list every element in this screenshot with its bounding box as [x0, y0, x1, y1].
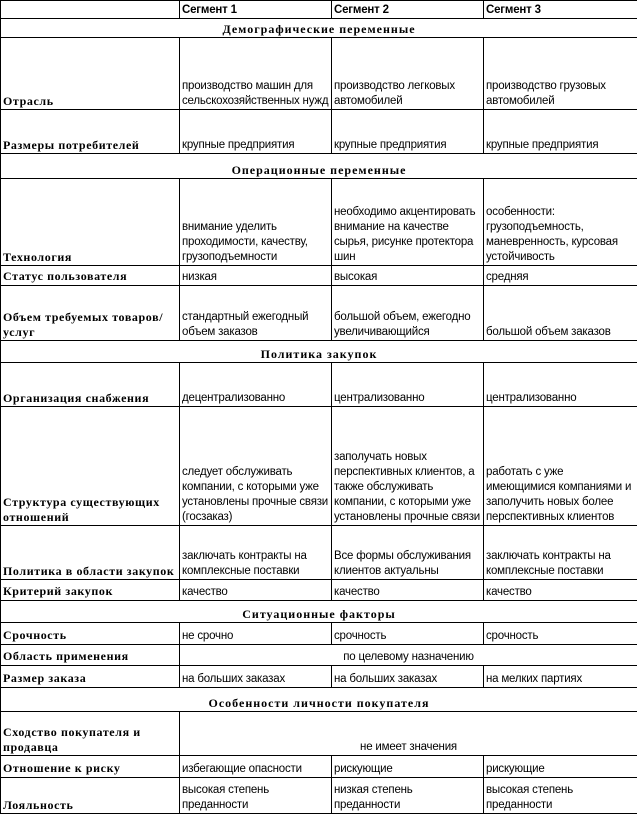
header-segment-1: Сегмент 1	[180, 1, 332, 19]
section-personal: Особенности личности покупателя	[1, 688, 637, 712]
cell-similarity-merged: не имеет значения	[180, 712, 637, 756]
table-row	[1, 712, 637, 756]
cell-loyalty-s1: высокая степень преданности	[180, 778, 332, 814]
section-row	[1, 688, 637, 712]
table-row	[1, 266, 637, 286]
table-row	[1, 756, 637, 778]
cell-criteria-s2: качество	[332, 580, 484, 601]
cell-application-merged: по целевому назначению	[180, 645, 637, 666]
cell-urgency-s1: не срочно	[180, 623, 332, 645]
table-row	[1, 580, 637, 601]
cell-policy-s3: заключать контракты на комплексные поставки	[484, 526, 637, 580]
header-segment-3: Сегмент 3	[484, 1, 637, 19]
cell-size-s2: крупные предприятия	[332, 110, 484, 154]
row-label-risk: Отношение к риску	[1, 756, 180, 778]
row-label-application: Область применения	[1, 645, 180, 666]
cell-criteria-s3: качество	[484, 580, 637, 601]
table-row	[1, 38, 637, 110]
cell-industry-s2: производство легковых автомобилей	[332, 38, 484, 110]
cell-organization-s3: централизованно	[484, 363, 637, 407]
cell-user-status-s1: низкая	[180, 266, 332, 286]
section-demographic: Демографические переменные	[1, 19, 637, 38]
cell-volume-s2: большой объем, ежегодно увеличивающийся	[332, 286, 484, 341]
row-label-criteria: Критерий закупок	[1, 580, 180, 601]
row-label-relations: Структура существующих отношений	[1, 407, 180, 526]
row-label-organization: Организация снабжения	[1, 363, 180, 407]
section-purchasing: Политика закупок	[1, 341, 637, 363]
section-operational: Операционные переменные	[1, 154, 637, 179]
cell-relations-s1: следует обслуживать компании, с которыми уже установлены прочные связи (госзаказ)	[180, 407, 332, 526]
table-row	[1, 778, 637, 814]
header-segment-2: Сегмент 2	[332, 1, 484, 19]
section-situational: Ситуационные факторы	[1, 601, 637, 623]
row-label-industry: Отрасль	[1, 38, 180, 110]
row-label-size: Размеры потребителей	[1, 110, 180, 154]
cell-relations-s3: работать с уже имеющимися компаниями и заполучить новых более перспективных клиентов	[484, 407, 637, 526]
header-row	[1, 1, 637, 19]
cell-policy-s1: заключать контракты на комплексные поставки	[180, 526, 332, 580]
row-label-technology: Технология	[1, 179, 180, 266]
table-row	[1, 666, 637, 688]
table-row	[1, 526, 637, 580]
row-label-loyalty: Лояльность	[1, 778, 180, 814]
row-label-urgency: Срочность	[1, 623, 180, 645]
section-row	[1, 19, 637, 38]
cell-risk-s1: избегающие опасности	[180, 756, 332, 778]
row-label-similarity: Сходство покупателя и продавца	[1, 712, 180, 756]
row-label-volume: Объем требуемых товаров/услуг	[1, 286, 180, 341]
table-row	[1, 363, 637, 407]
cell-technology-s1: внимание уделить проходимости, качеству, грузоподъемности	[180, 179, 332, 266]
cell-order-size-s2: на больших заказах	[332, 666, 484, 688]
cell-user-status-s2: высокая	[332, 266, 484, 286]
row-label-user-status: Статус пользователя	[1, 266, 180, 286]
cell-loyalty-s2: низкая степень преданности	[332, 778, 484, 814]
cell-technology-s3: особенности: грузоподъемность, маневренность, курсовая устойчивость	[484, 179, 637, 266]
section-row	[1, 341, 637, 363]
cell-relations-s2: заполучать новых перспективных клиентов, а также обслуживать компании, с которыми уже установлены прочные связи	[332, 407, 484, 526]
cell-volume-s3: большой объем заказов	[484, 286, 637, 341]
cell-size-s1: крупные предприятия	[180, 110, 332, 154]
section-row	[1, 601, 637, 623]
table-row	[1, 407, 637, 526]
cell-user-status-s3: средняя	[484, 266, 637, 286]
cell-policy-s2: Все формы обслуживания клиентов актуальны	[332, 526, 484, 580]
table-row	[1, 110, 637, 154]
cell-loyalty-s3: высокая степень преданности	[484, 778, 637, 814]
row-label-policy: Политика в области закупок	[1, 526, 180, 580]
table-row	[1, 623, 637, 645]
table-row	[1, 286, 637, 341]
cell-risk-s2: рискующие	[332, 756, 484, 778]
table-row	[1, 179, 637, 266]
section-row	[1, 154, 637, 179]
cell-technology-s2: необходимо акцентировать внимание на качестве сырья, рисунке протектора шин	[332, 179, 484, 266]
header-corner	[1, 1, 180, 19]
cell-organization-s1: децентрализованно	[180, 363, 332, 407]
cell-order-size-s1: на больших заказах	[180, 666, 332, 688]
cell-order-size-s3: на мелких партиях	[484, 666, 637, 688]
row-label-order-size: Размер заказа	[1, 666, 180, 688]
cell-volume-s1: стандартный ежегодный объем заказов	[180, 286, 332, 341]
cell-criteria-s1: качество	[180, 580, 332, 601]
cell-urgency-s2: срочность	[332, 623, 484, 645]
cell-risk-s3: рискующие	[484, 756, 637, 778]
table-row	[1, 645, 637, 666]
cell-urgency-s3: срочность	[484, 623, 637, 645]
cell-industry-s3: производство грузовых автомобилей	[484, 38, 637, 110]
cell-organization-s2: централизованно	[332, 363, 484, 407]
cell-size-s3: крупные предприятия	[484, 110, 637, 154]
cell-industry-s1: производство машин для сельскохозяйственных нужд	[180, 38, 332, 110]
